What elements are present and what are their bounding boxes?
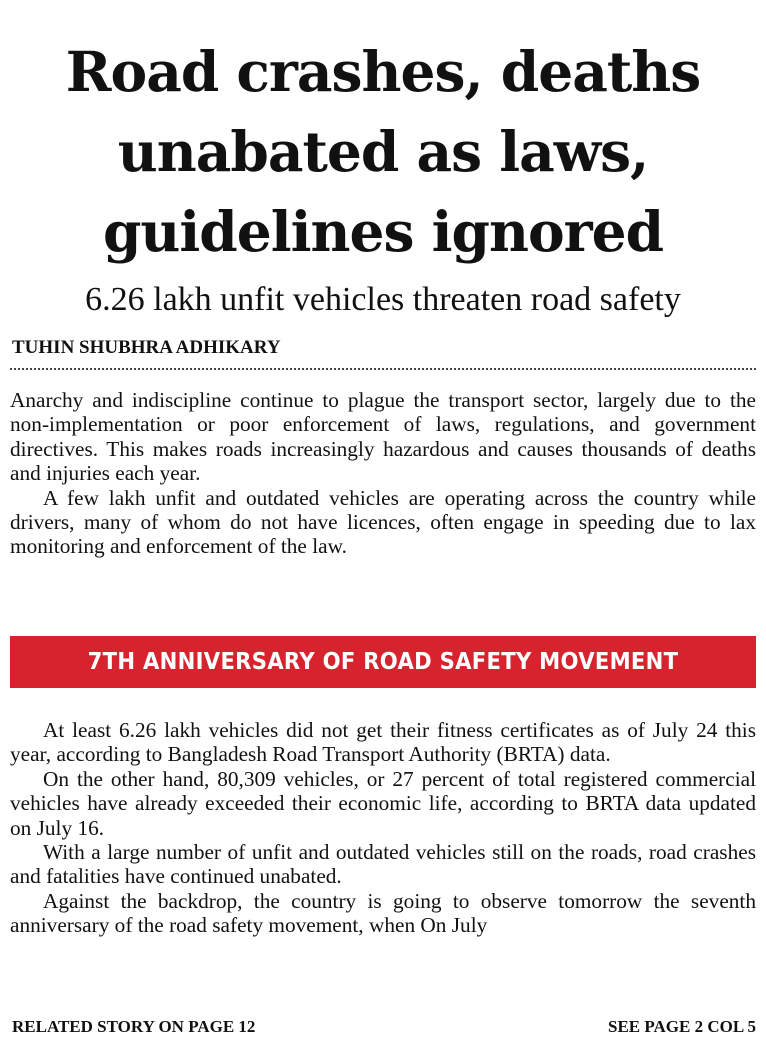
section-banner-label: 7TH ANNIVERSARY OF ROAD SAFETY MOVEMENT <box>87 649 679 675</box>
newspaper-article <box>10 0 756 1051</box>
related-story-link[interactable]: RELATED STORY ON PAGE 12 <box>12 1017 256 1036</box>
continued-on-link[interactable]: SEE PAGE 2 COL 5 <box>608 1017 756 1036</box>
headline-line-3: guidelines ignored <box>102 199 664 264</box>
dotted-divider <box>10 368 756 370</box>
headline-line-1: Road crashes, deaths <box>65 39 701 104</box>
body-paragraph-1: At least 6.26 lakh vehicles did not get their fitness certificates as of July 24 this year, according to Bangladesh Road Transport Authority (BRTA) data. <box>10 718 756 767</box>
subheadline: 6.26 lakh unfit vehicles threaten road safety <box>85 281 681 318</box>
body-paragraph-4: Against the backdrop, the country is going to observe tomorrow the seventh anniversary of the road safety movement, when On July <box>10 888 756 938</box>
main-text <box>10 718 756 938</box>
headline <box>10 32 756 272</box>
byline: TUHIN SHUBHRA ADHIKARY <box>12 337 281 358</box>
body-paragraph-3: With a large number of unfit and outdated vehicles still on the roads, road crashes and fatalities have continued unabated. <box>10 840 756 889</box>
intro-text <box>10 388 756 559</box>
body-paragraph-2: On the other hand, 80,309 vehicles, or 27 percent of total registered commercial vehicles have already exceeded their economic life, according to BRTA data updated on July 16. <box>10 766 756 840</box>
intro-paragraph-2: A few lakh unfit and outdated vehicles are operating across the country while drivers, many of whom do not have licences, often engage in speeding due to lax monitoring and enforcement of the law. <box>10 485 756 559</box>
section-banner <box>10 636 756 688</box>
headline-line-2: unabated as laws, <box>117 119 649 184</box>
intro-paragraph-1: Anarchy and indiscipline continue to plague the transport sector, largely due to the non-implementation or poor enforcement of laws, regulations, and government directives. This makes roads increasingly hazardous and causes thousands of deaths and injuries each year. <box>10 388 756 486</box>
